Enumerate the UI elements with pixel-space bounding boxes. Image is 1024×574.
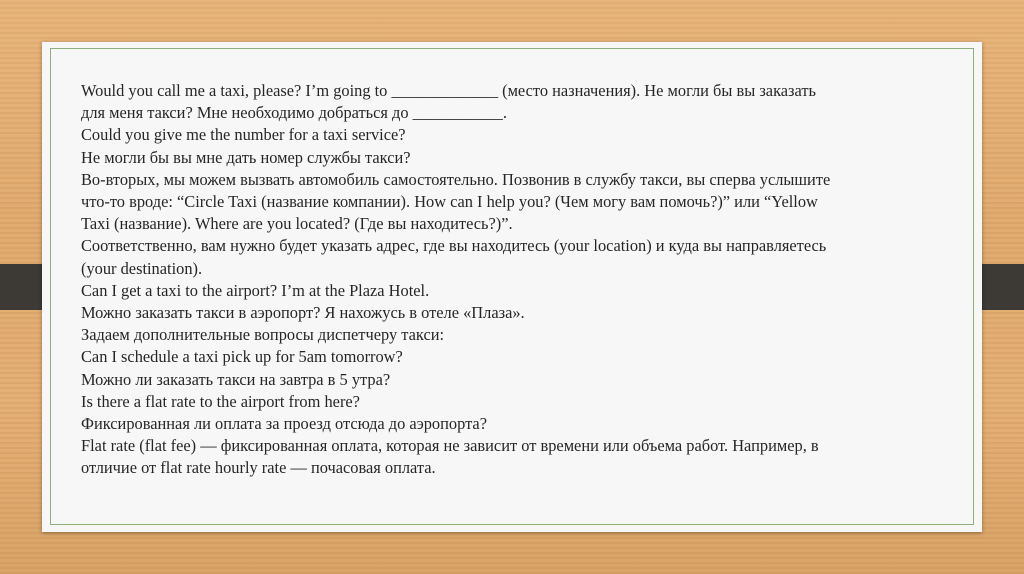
- paragraph-taxi-request: Would you call me a taxi, please? I’m going to _____________ (место назначения). Не могли бы вы заказать для меня такси? Мне необходимо добраться до ___________.: [81, 81, 817, 123]
- paragraph-schedule-en: Can I schedule a taxi pick up for 5am tomorrow?: [81, 347, 403, 367]
- paragraph-number-request-en: Could you give me the number for a taxi service?: [81, 125, 406, 145]
- paragraph-number-request-ru: Не могли бы вы мне дать номер службы такси?: [81, 147, 411, 167]
- paragraph-flat-rate-definition: Flat rate (flat fee) — фиксированная оплата, которая не зависит от времени или объема работ. Например, в отличие от flat rate hourly rate — почасовая оплата.: [81, 436, 819, 478]
- paragraph-location-destination: Соответственно, вам нужно будет указать адрес, где вы находитесь (your location) и куда вы направляетесь (your destination).: [81, 236, 827, 278]
- paragraph-schedule-ru: Можно ли заказать такси на завтра в 5 утра?: [81, 369, 391, 389]
- slide-body-text: [81, 80, 951, 480]
- paragraph-flat-rate-en: Is there a flat rate to the airport from here?: [81, 391, 360, 411]
- paragraph-calling-service: Во-вторых, мы можем вызвать автомобиль самостоятельно. Позвонив в службу такси, вы сперва услышите что-то вроде: “Circle Taxi (название компании). How can I help you? (Чем могу вам помочь?)” или “Yellow Taxi (название). Where are you located? (Где вы находитесь?)”.: [81, 169, 831, 234]
- paragraph-flat-rate-ru: Фиксированная ли оплата за проезд отсюда до аэропорта?: [81, 414, 487, 434]
- paragraph-airport-ru: Можно заказать такси в аэропорт? Я нахожусь в отеле «Плаза».: [81, 303, 525, 323]
- paragraph-airport-en: Can I get a taxi to the airport? I’m at the Plaza Hotel.: [81, 280, 430, 300]
- slide-card: [42, 42, 982, 532]
- paragraph-extra-questions: Задаем дополнительные вопросы диспетчеру такси:: [81, 325, 445, 345]
